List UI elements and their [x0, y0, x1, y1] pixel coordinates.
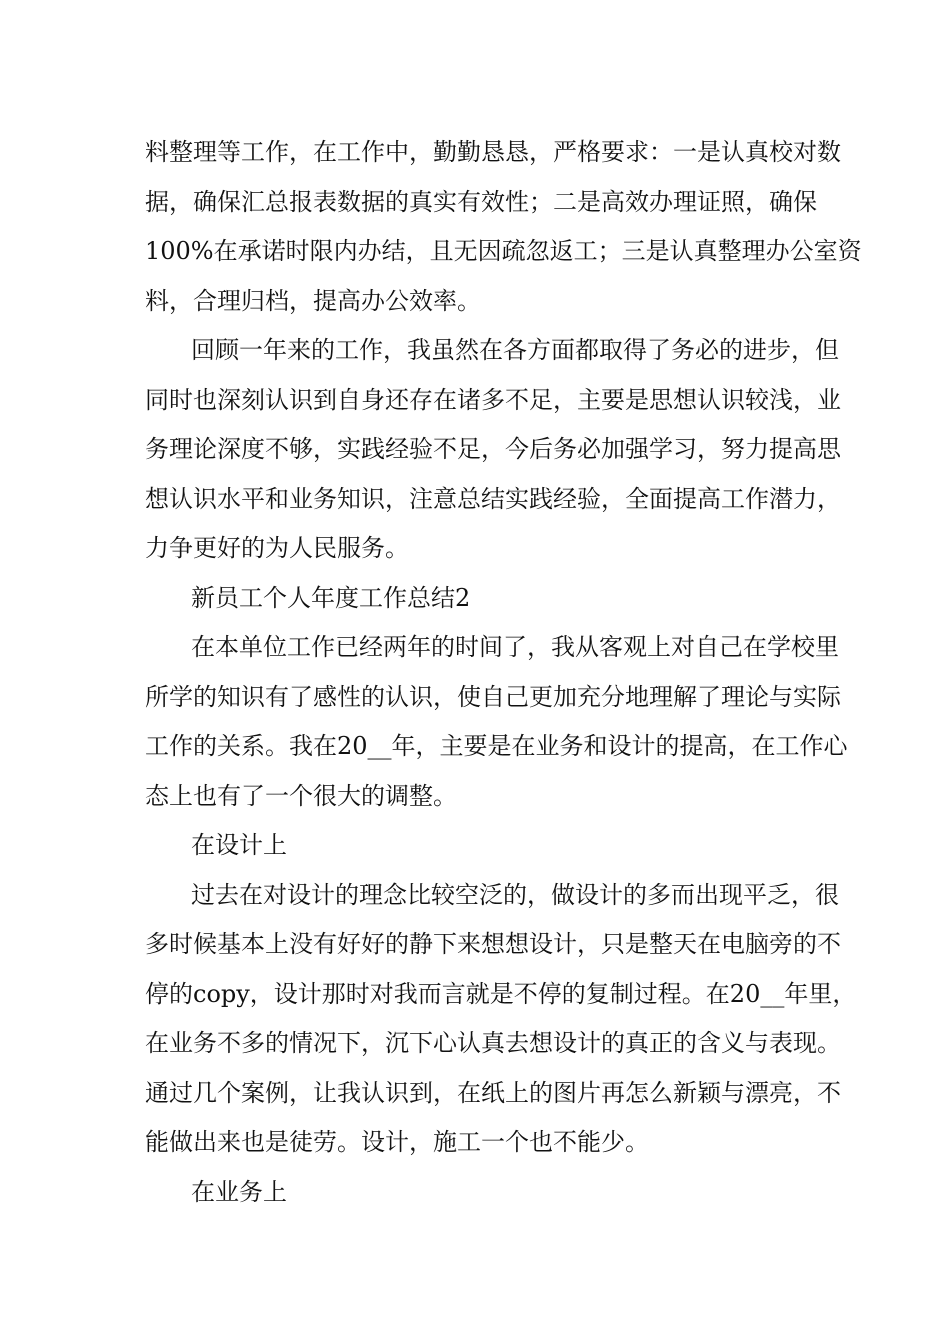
text-line: 过去在对设计的理念比较空泛的，做设计的多而出现平乏，很: [191, 880, 839, 909]
text-line: 回顾一年来的工作，我虽然在各方面都取得了务必的进步，但: [191, 336, 839, 364]
subsection-heading: 在业务上: [191, 1177, 287, 1206]
text-line: 工作的关系。我在20__年，主要是在业务和设计的提高，在工作心: [145, 732, 848, 760]
text-line: 所学的知识有了感性的认识，使自己更加充分地理解了理论与实际: [145, 682, 841, 711]
text-line: 在本单位工作已经两年的时间了，我从客观上对自己在学校里: [191, 633, 839, 661]
section-heading: 新员工个人年度工作总结2: [191, 583, 471, 612]
text-line: 在业务不多的情况下，沉下心认真去想设计的真正的含义与表现。: [145, 1029, 841, 1057]
text-line: 态上也有了一个很大的调整。: [145, 781, 457, 810]
text-line: 料，合理归档，提高办公效率。: [145, 286, 481, 315]
text-line: 想认识水平和业务知识，注意总结实践经验，全面提高工作潜力，: [145, 484, 841, 513]
text-line: 多时候基本上没有好好的静下来想想设计，只是整天在电脑旁的不: [145, 930, 841, 958]
text-line: 务理论深度不够，实践经验不足，今后务必加强学习，努力提高思: [145, 435, 841, 463]
document-body: [145, 128, 862, 1217]
text-line: 力争更好的为人民服务。: [145, 534, 409, 562]
text-line: 100%在承诺时限内办结，且无因疏忽返工；三是认真整理办公室资: [145, 237, 862, 265]
text-line: 据，确保汇总报表数据的真实有效性；二是高效办理证照，确保: [145, 187, 817, 216]
text-line: 能做出来也是徒劳。设计，施工一个也不能少。: [145, 1128, 649, 1156]
text-line: 料整理等工作，在工作中，勤勤恳恳，严格要求：一是认真校对数: [145, 138, 841, 166]
subsection-heading: 在设计上: [191, 831, 287, 859]
text-line: 通过几个案例，让我认识到，在纸上的图片再怎么新颖与漂亮，不: [145, 1078, 841, 1107]
text-line: 停的copy，设计那时对我而言就是不停的复制过程。在20__年里，: [145, 979, 857, 1008]
text-line: 同时也深刻认识到自身还存在诸多不足，主要是思想认识较浅，业: [145, 385, 841, 414]
